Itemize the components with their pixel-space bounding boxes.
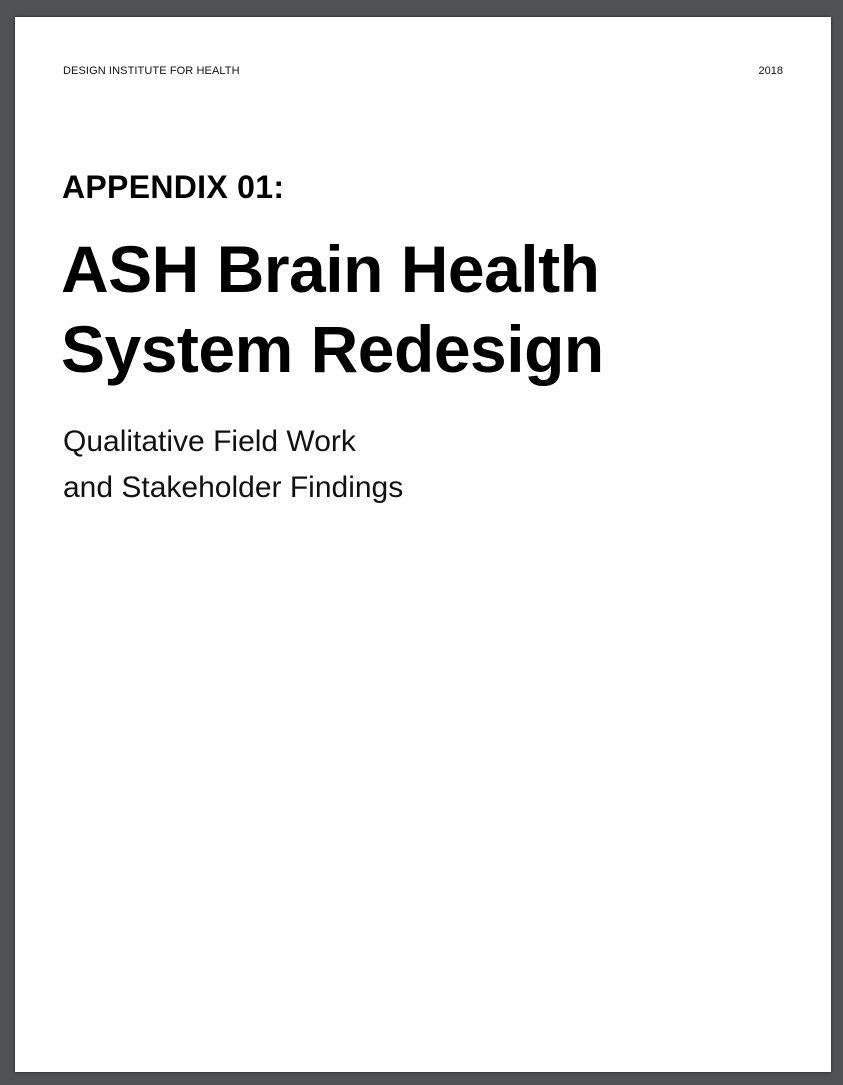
organization-header: DESIGN INSTITUTE FOR HEALTH: [63, 65, 240, 77]
subtitle-line-2: and Stakeholder Findings: [63, 471, 404, 504]
page-title: [61, 229, 781, 389]
title-line-1: ASH Brain Health: [61, 232, 600, 306]
year-label: 2018: [758, 65, 783, 77]
subtitle: [63, 419, 403, 511]
subtitle-line-1: Qualitative Field Work: [63, 425, 356, 458]
appendix-label: APPENDIX 01:: [62, 169, 285, 205]
title-line-2: System Redesign: [61, 312, 604, 386]
document-page: [15, 17, 831, 1072]
